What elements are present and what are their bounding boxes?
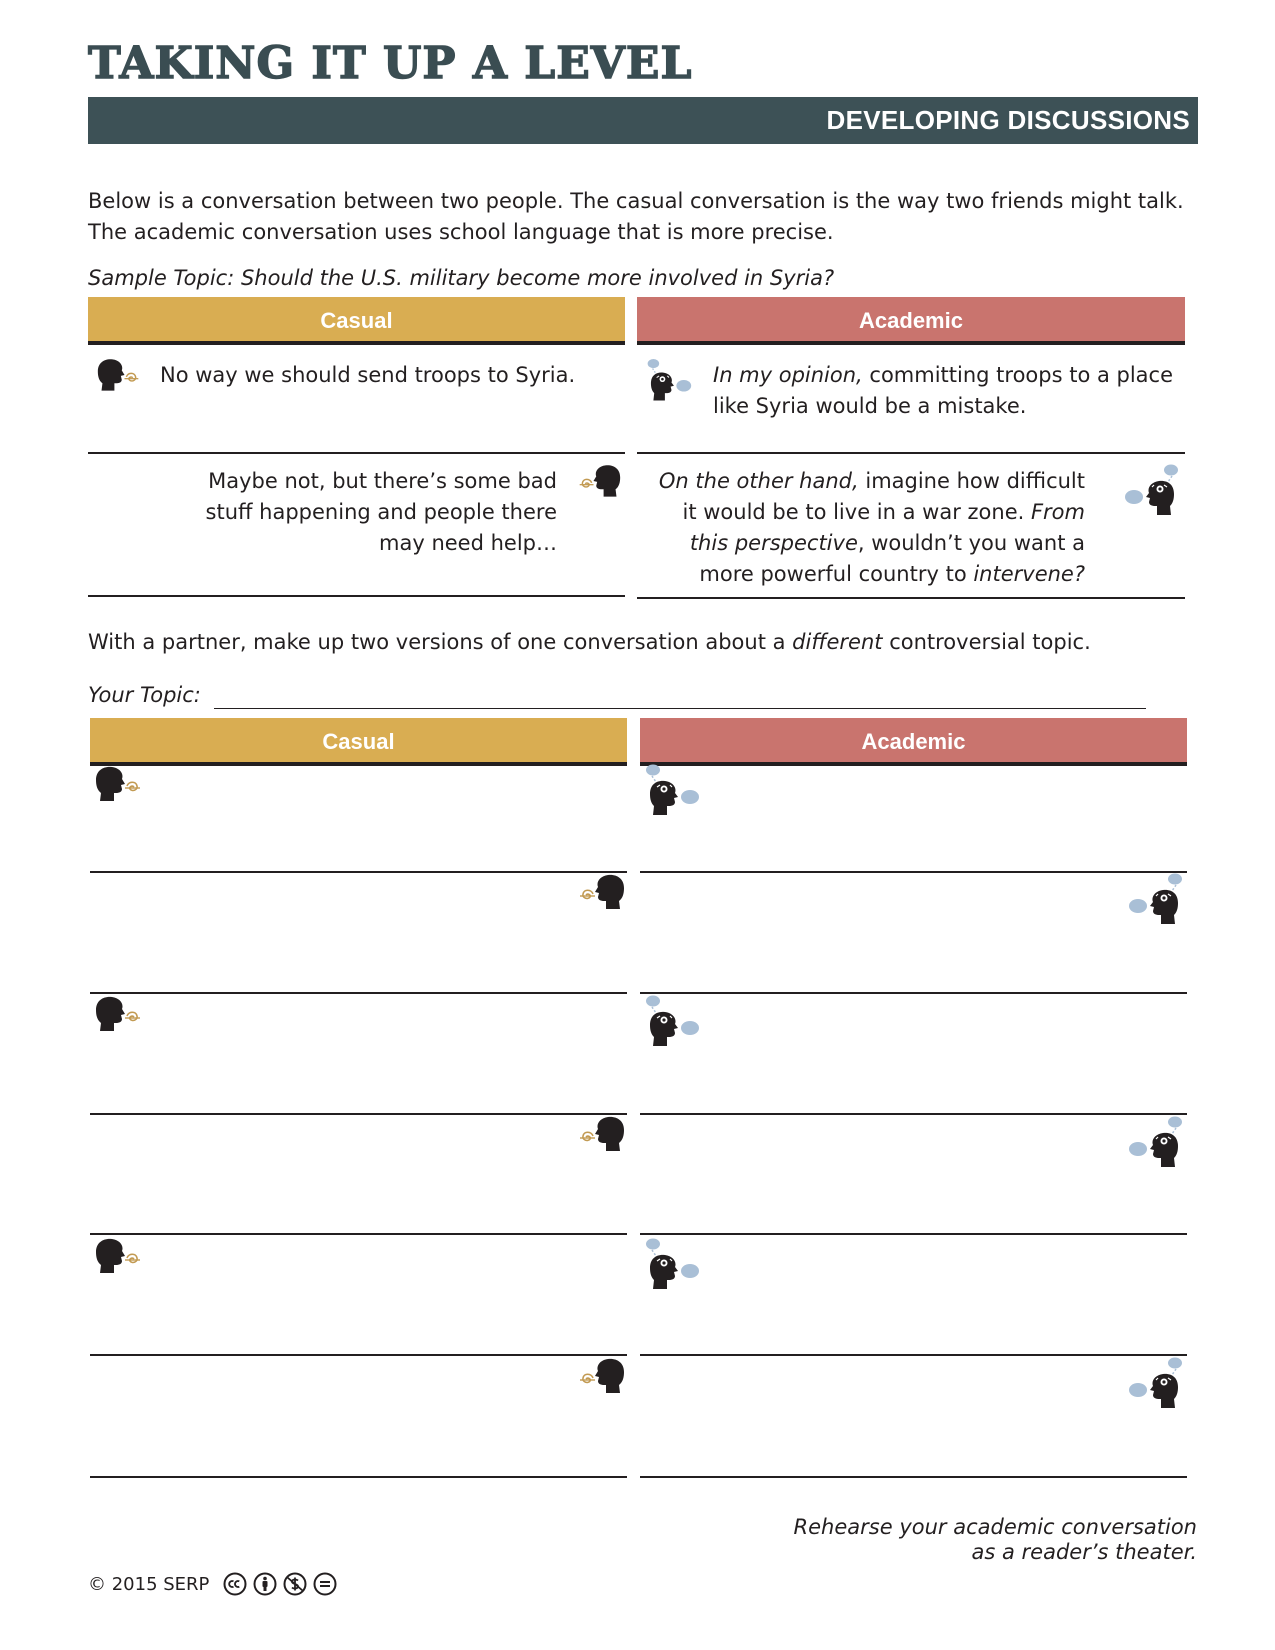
row-divider (90, 992, 627, 994)
academic-head-icon (644, 1238, 700, 1290)
row-divider (637, 597, 1185, 599)
page-title: TAKING IT UP A LEVEL (88, 38, 693, 89)
instruction-text: controversial topic. (882, 630, 1091, 654)
copyright: © 2015 SERP (88, 1573, 210, 1595)
row-divider (90, 1233, 627, 1235)
banner-title: DEVELOPING DISCUSSIONS (826, 105, 1190, 135)
by-icon (253, 1572, 277, 1596)
row-divider (640, 871, 1187, 873)
row-divider (640, 1354, 1187, 1356)
casual-header: Casual (90, 718, 627, 766)
casual-head-icon (576, 874, 626, 910)
row-divider (88, 595, 625, 597)
casual-head-icon (576, 464, 622, 498)
academic-line-text: , wouldn’t you want a more powerful country to (699, 531, 1085, 586)
nc-icon (283, 1572, 307, 1596)
sample-topic: Sample Topic: Should the U.S. military become more involved in Syria? (88, 266, 835, 290)
instruction-emphasis: different (792, 630, 883, 654)
rehearse-note (794, 1515, 1197, 1565)
academic-head-icon (644, 764, 700, 816)
academic-phrase: From this perspective (689, 500, 1085, 555)
row-divider (640, 992, 1187, 994)
academic-phrase: In my opinion, (713, 363, 863, 387)
academic-line-rest: committing troops to a place like Syria would be a mistake. (713, 363, 1174, 418)
instruction-text: With a partner, make up two versions of one conversation about a (88, 630, 793, 654)
academic-head-icon (644, 995, 700, 1047)
academic-line-text: imagine how difficult it would be to live in a war zone. (682, 469, 1085, 524)
your-topic-row (88, 683, 201, 707)
row-divider (637, 452, 1185, 454)
casual-head-icon (576, 1116, 626, 1152)
your-topic-label: Your Topic: (88, 683, 201, 707)
footer (88, 1572, 337, 1596)
example-academic-line-1 (713, 360, 1183, 422)
academic-head-icon (646, 358, 692, 402)
academic-phrase: On the other hand, (658, 469, 859, 493)
your-topic-input-line[interactable] (214, 708, 1146, 709)
row-divider (90, 1476, 627, 1478)
rehearse-line-2: as a reader’s theater. (971, 1540, 1197, 1564)
example-casual-line-1: No way we should send troops to Syria. (160, 363, 576, 387)
casual-header: Casual (88, 297, 625, 345)
casual-head-icon (576, 1358, 626, 1394)
academic-header: Academic (637, 297, 1185, 345)
rehearse-line-1: Rehearse your academic conversation (793, 1515, 1197, 1539)
row-divider (640, 1233, 1187, 1235)
academic-header: Academic (640, 718, 1187, 766)
casual-head-icon (94, 766, 144, 802)
section-banner (88, 97, 1198, 144)
academic-phrase: intervene? (973, 562, 1085, 586)
academic-head-icon (1124, 464, 1180, 516)
example-academic-line-2 (640, 466, 1085, 590)
license-icons (223, 1572, 337, 1596)
row-divider (90, 1113, 627, 1115)
example-casual-line-2: Maybe not, but there’s some bad stuff happening and people there may need help… (205, 469, 557, 555)
academic-head-icon (1128, 873, 1184, 925)
row-divider (640, 1476, 1187, 1478)
row-divider (640, 1113, 1187, 1115)
row-divider (90, 871, 627, 873)
casual-head-icon (94, 996, 144, 1032)
partner-instruction (88, 630, 1091, 654)
intro-text: Below is a conversation between two people. The casual conversation is the way two friends might talk. The academic conversation uses school language that is more precise. (88, 189, 1184, 244)
row-divider (88, 452, 625, 454)
row-divider (90, 1354, 627, 1356)
nd-icon (313, 1572, 337, 1596)
casual-head-icon (96, 358, 142, 392)
academic-head-icon (1128, 1357, 1184, 1409)
academic-head-icon (1128, 1116, 1184, 1168)
cc-icon (223, 1572, 247, 1596)
casual-head-icon (94, 1238, 144, 1274)
